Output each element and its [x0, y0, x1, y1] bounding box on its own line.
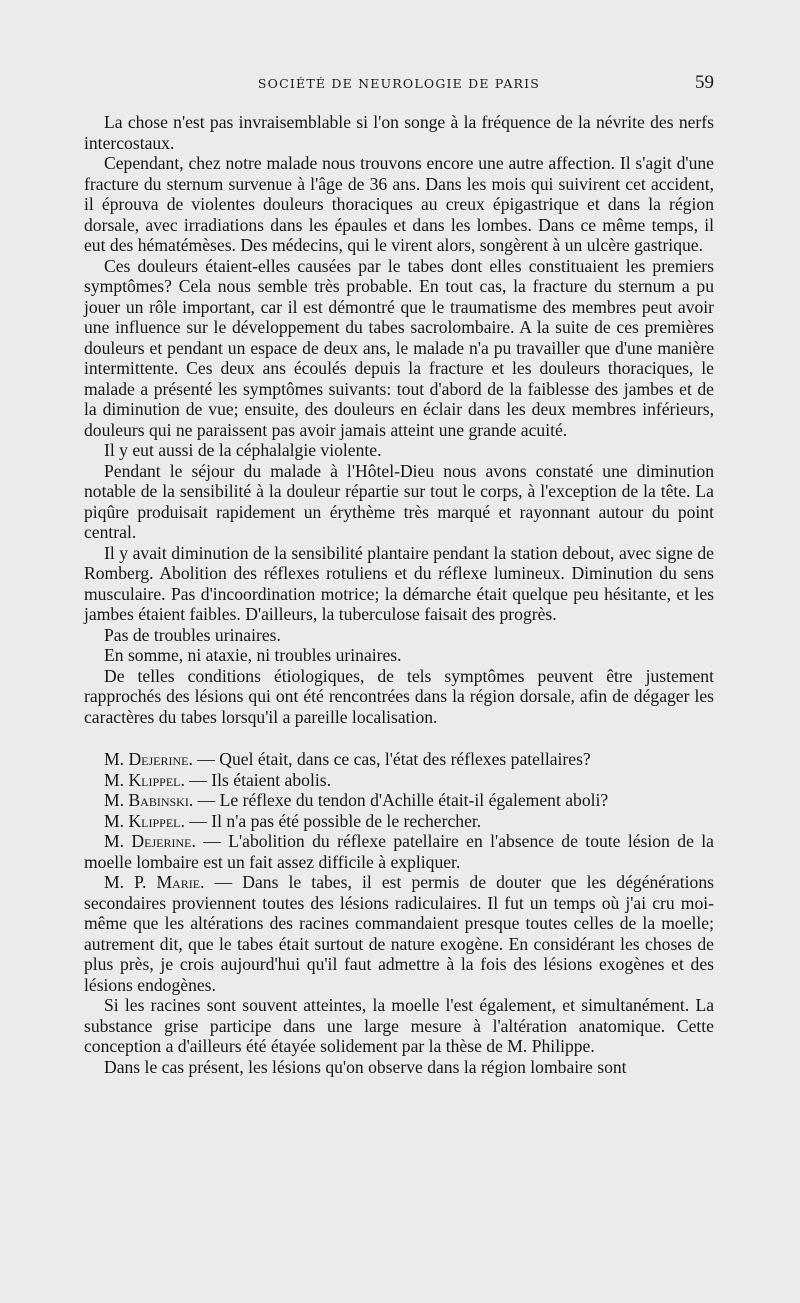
page-number: 59: [695, 72, 714, 93]
paragraph: En somme, ni ataxie, ni troubles urinaires.: [104, 645, 402, 665]
speaker-name: M. Dejerine.: [104, 831, 196, 851]
paragraph: Ces douleurs étaient-elles causées par le tabes dont elles constituaient les premiers symptômes? Cela nous semble très probable. En tout cas, la fracture du sternum a pu jouer un rôle important, car il est démontré que le traumatisme des membres peut avoir une influence sur le développement du tabes sacrolombaire. A la suite de ces premières douleurs et pendant un espace de deux ans, le malade n'a pu travailler que d'une manière intermittente. Ces deux ans écoulés depuis la fracture et les douleurs thoraciques, le malade a présenté les symptômes suivants: tout d'abord de la faiblesse des jambes et de la diminution de vue; ensuite, des douleurs en éclair dans les deux membres inférieurs, douleurs qui ne paraissent pas avoir jamais atteint une grande acuité.: [84, 255, 714, 440]
speaker-name: M. P. Marie.: [104, 872, 205, 892]
paragraph: La chose n'est pas invraisemblable si l'on songe à la fréquence de la névrite des nerfs intercostaux.: [84, 112, 714, 153]
page-header: [84, 72, 714, 96]
paragraph: Il y eut aussi de la céphalalgie violente.: [104, 440, 382, 460]
speaker-name: M. Dejerine.: [104, 749, 193, 769]
paragraph: Pas de troubles urinaires.: [104, 624, 281, 645]
speaker-remark: — Il n'a pas été possible de le rechercher.: [184, 810, 482, 831]
speaker-name: M. Babinski.: [104, 790, 194, 810]
paragraph: Cependant, chez notre malade nous trouvons encore une autre affection. Il s'agit d'une fracture du sternum survenue à l'âge de 36 ans. Dans les mois qui suivirent cet accident, il éprouva de violentes douleurs thoraciques au creux épigastrique et dans la région dorsale, avec irradiations dans les épaules et dans les lombes. Dans ce même temps, il eut des hématémèses. Des médecins, qui le virent alors, songèrent à un ulcère gastrique.: [84, 153, 714, 255]
running-head: SOCIÉTÉ DE NEUROLOGIE DE PARIS: [257, 76, 541, 91]
body-text: [84, 112, 714, 1077]
paragraph: Il y avait diminution de la sensibilité plantaire pendant la station debout, avec signe de Romberg. Abolition des réflexes rotuliens et du réflexe lumineux. Diminution du sens musculaire. Pas d'incoordination motrice; la démarche était quelque peu hésitante, et les jambes étaient faibles. D'ailleurs, la tuberculose faisait des progrès.: [84, 542, 714, 624]
speaker-remark: — Dans le tabes, il est permis de douter que les dégénérations secondaires proviennent toutes des lésions radiculaires. Il fut un temps où j'ai cru moi-même que les altérations des racines commandaient presque toutes celles de la moelle; autrement dit, que le tabes était surtout de nature exogène. En considérant les choses de plus près, je crois aujourd'hui qu'il faut admettre à la fois des lésions exogènes et des lésions endogènes.: [84, 872, 714, 995]
section-gap: [84, 727, 714, 749]
speaker-remark: — L'abolition du réflexe patellaire en l'absence de toute lésion de la moelle lombaire est un fait assez difficile à expliquer.: [84, 831, 714, 872]
discussion-entry: [84, 790, 714, 811]
discussion-entry: [84, 831, 714, 872]
discussion-entry: [84, 811, 714, 832]
speaker-remark: — Ils étaient abolis.: [184, 769, 331, 790]
speaker-remark: — Le réflexe du tendon d'Achille était-il également aboli?: [193, 790, 609, 810]
speaker-name: M. Klippel.: [104, 810, 185, 831]
paragraph: Si les racines sont souvent atteintes, la moelle l'est également, et simultanément. La substance grise participe dans une large mesure à l'altération anatomique. Cette conception a d'ailleurs été étayée solidement par la thèse de M. Philippe.: [84, 995, 714, 1056]
paragraph: Pendant le séjour du malade à l'Hôtel-Dieu nous avons constaté une diminution notable de la sensibilité à la douleur répartie sur tout le corps, à l'exception de la tête. La piqûre produisait rapidement un érythème très marqué et rayonnant autour du point central.: [84, 460, 714, 542]
speaker-name: M. Klippel.: [104, 769, 185, 790]
discussion-entry: [84, 749, 714, 770]
paragraph: Dans le cas présent, les lésions qu'on observe dans la région lombaire sont: [104, 1056, 627, 1077]
paragraph: De telles conditions étiologiques, de tels symptômes peuvent être justement rapprochés des lésions qui ont été rencontrées dans la région dorsale, afin de dégager les caractères du tabes lorsqu'il a pareille localisation.: [84, 665, 714, 727]
discussion-entry: [84, 770, 714, 791]
discussion-entry: [84, 872, 714, 995]
speaker-remark: — Quel était, dans ce cas, l'état des réflexes patellaires?: [192, 749, 591, 769]
